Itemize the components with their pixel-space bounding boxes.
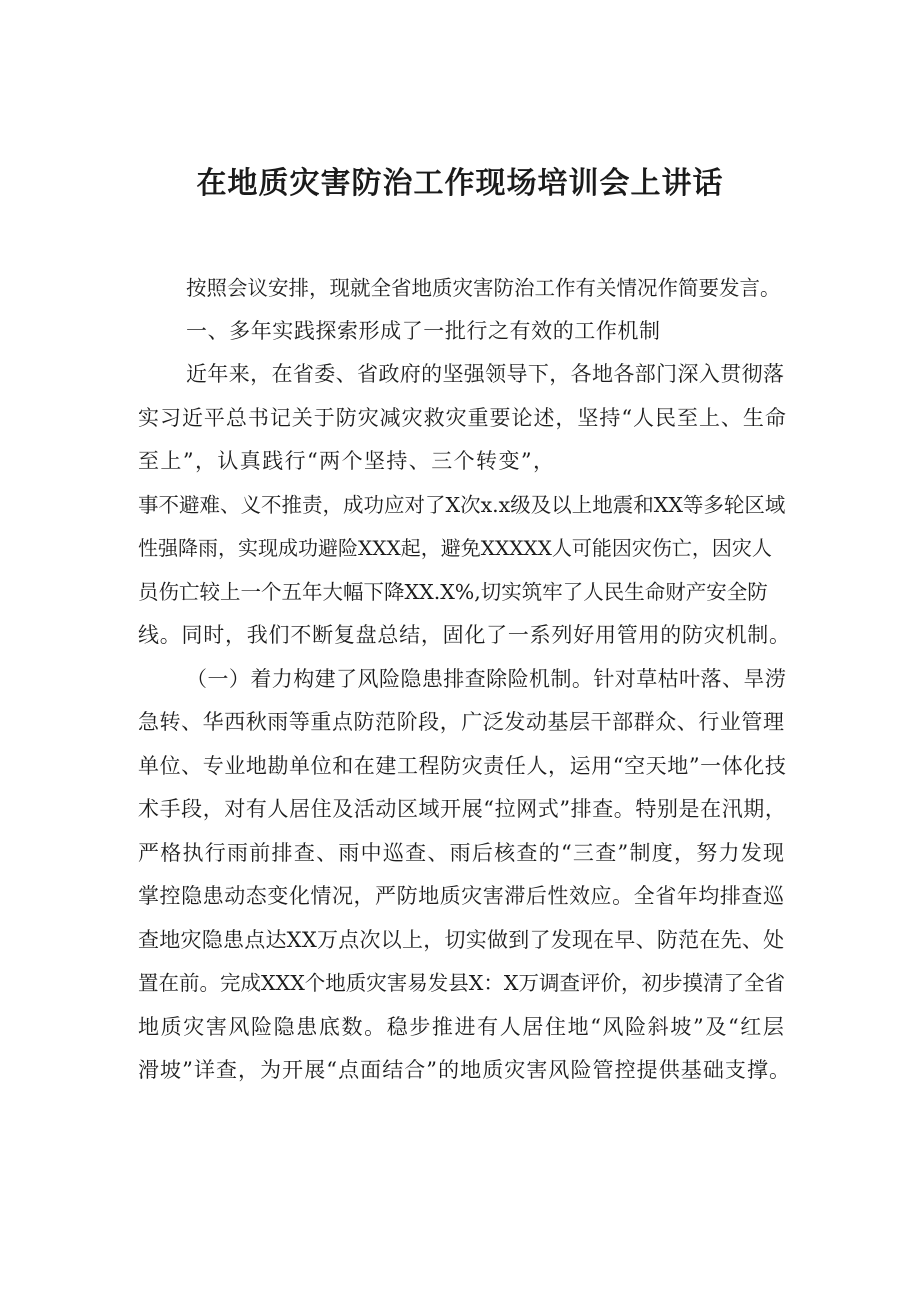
paragraph-line: 严格执行雨前排查、雨中巡查、雨后核查的“三查”制度，努力发现 — [138, 841, 786, 865]
paragraph-line: 单位、专业地勘单位和在建工程防灾责任人，运用“空天地”一体化技 — [138, 754, 787, 778]
paragraph-line: 滑坡”详查，为开展“点面结合”的地质灾害风险管控提供基础支撑。 — [138, 1058, 792, 1082]
paragraph-line: 员伤亡较上一个五年大幅下降XX.X%,切实筑牢了人民生命财产安全防 — [138, 580, 768, 604]
paragraph-line: 掌控隐患动态变化情况，严防地质灾害滞后性效应。全省年均排查巡 — [138, 884, 785, 908]
paragraph-line: 查地灾隐患点达XX万点次以上，切实做到了发现在早、防范在先、处 — [138, 928, 785, 952]
paragraph-line: 地质灾害风险隐患底数。稳步推进有人居住地“风险斜坡”及“红层 — [138, 1015, 786, 1039]
paragraph-line: 性强降雨，实现成功避险XXX起，避免XXXXX人可能因灾伤亡，因灾人 — [138, 536, 772, 560]
subsection-heading-line: （一）着力构建了风险隐患排查除险机制。针对草枯叶落、旱涝 — [186, 667, 787, 691]
document-title: 在地质灾害防治工作现场培训会上讲话 — [196, 166, 724, 201]
paragraph-line: 近年来，在省委、省政府的坚强领导下，各地各部门深入贯彻落 — [186, 362, 785, 386]
paragraph-line: 至上”，认真践行“两个坚持、三个转变”， — [138, 449, 556, 473]
paragraph-line: 按照会议安排，现就全省地质灾害防治工作有关情况作简要发言。 — [186, 276, 781, 300]
paragraph-line: 急转、华西秋雨等重点防范阶段，广泛发动基层干部群众、行业管理 — [138, 710, 785, 734]
paragraph-line: 术手段，对有人居住及活动区域开展“拉网式”排查。特别是在汛期， — [138, 797, 787, 821]
section-heading: 一、多年实践探索形成了一批行之有效的工作机制 — [186, 319, 661, 343]
paragraph-line: 实习近平总书记关于防灾减灾救灾重要论述，坚持“人民至上、生命 — [138, 406, 787, 430]
paragraph-line: 线。同时，我们不断复盘总结，固化了一系列好用管用的防灾机制。 — [138, 623, 791, 647]
paragraph-line: 事不避难、义不推责，成功应对了X次x.x级及以上地震和XX等多轮区域 — [138, 493, 786, 517]
paragraph-line: 置在前。完成XXX个地质灾害易发县X：X万调查评价，初步摸清了全省 — [138, 971, 785, 995]
